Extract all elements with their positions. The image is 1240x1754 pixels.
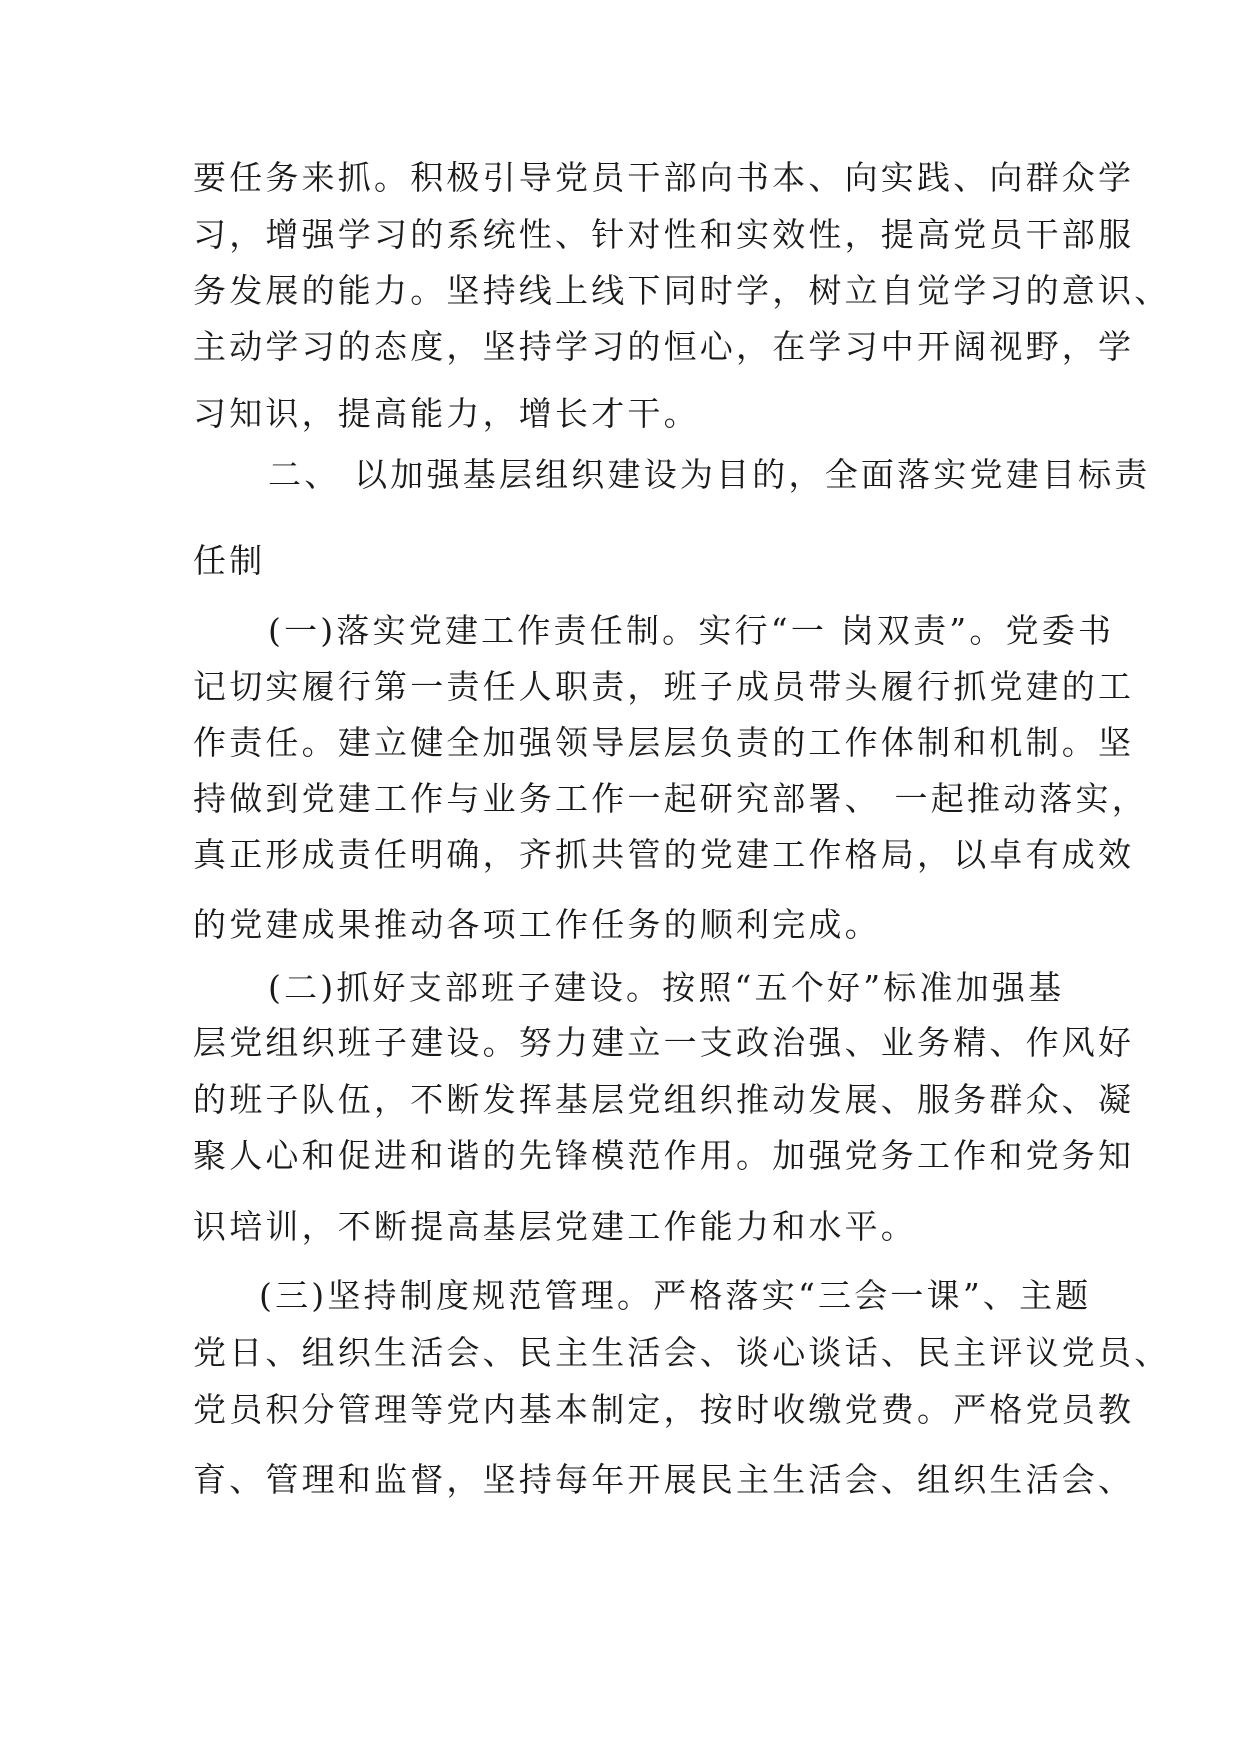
text-line: 务发展的能力。坚持线上线下同时学，树立自觉学习的意识、 (193, 271, 1171, 310)
text-line: 聚人心和促进和谐的先锋模范作用。加强党务工作和党务知 (193, 1136, 1135, 1175)
text-line: 育、管理和监督，坚持每年开展民主生活会、组织生活会、 (193, 1460, 1135, 1499)
text-line: 的党建成果推动各项工作任务的顺利完成。 (193, 905, 881, 944)
text-line: 党日、组织生活会、民主生活会、谈心谈话、民主评议党员、 (193, 1333, 1171, 1372)
text-line: 要任务来抓。积极引导党员干部向书本、向实践、向群众学 (193, 158, 1135, 197)
section-heading-continued: 任制 (193, 541, 266, 580)
subsection-paragraph-start: (二)抓好支部班子建设。按照“五个好”标准加强基 (268, 968, 1065, 1007)
text-line: 党员积分管理等党内基本制定，按时收缴党费。严格党员教 (193, 1390, 1135, 1429)
text-line: 主动学习的态度，坚持学习的恒心，在学习中开阔视野，学 (193, 327, 1135, 366)
subsection-paragraph-start: (一)落实党建工作责任制。实行“一 岗双责”。党委书 (268, 611, 1115, 650)
text-line: 的班子队伍，不断发挥基层党组织推动发展、服务群众、凝 (193, 1080, 1135, 1119)
text-line: 习知识，提高能力，增长才干。 (193, 394, 700, 433)
section-heading: 二、 以加强基层组织建设为目的，全面落实党建目标责 (268, 455, 1151, 494)
text-line: 记切实履行第一责任人职责，班子成员带头履行抓党建的工 (193, 667, 1135, 706)
text-line: 持做到党建工作与业务工作一起研究部署、 一起推动落实， (193, 779, 1148, 818)
subsection-paragraph-start: (三)坚持制度规范管理。严格落实“三会一课”、主题 (259, 1276, 1092, 1315)
text-line: 真正形成责任明确，齐抓共管的党建工作格局，以卓有成效 (193, 835, 1135, 874)
text-line: 识培训，不断提高基层党建工作能力和水平。 (193, 1207, 917, 1246)
text-line: 作责任。建立健全加强领导层层负责的工作体制和机制。坚 (193, 723, 1135, 762)
text-line: 习，增强学习的系统性、针对性和实效性，提高党员干部服 (193, 215, 1135, 254)
text-line: 层党组织班子建设。努力建立一支政治强、业务精、作风好 (193, 1023, 1135, 1062)
